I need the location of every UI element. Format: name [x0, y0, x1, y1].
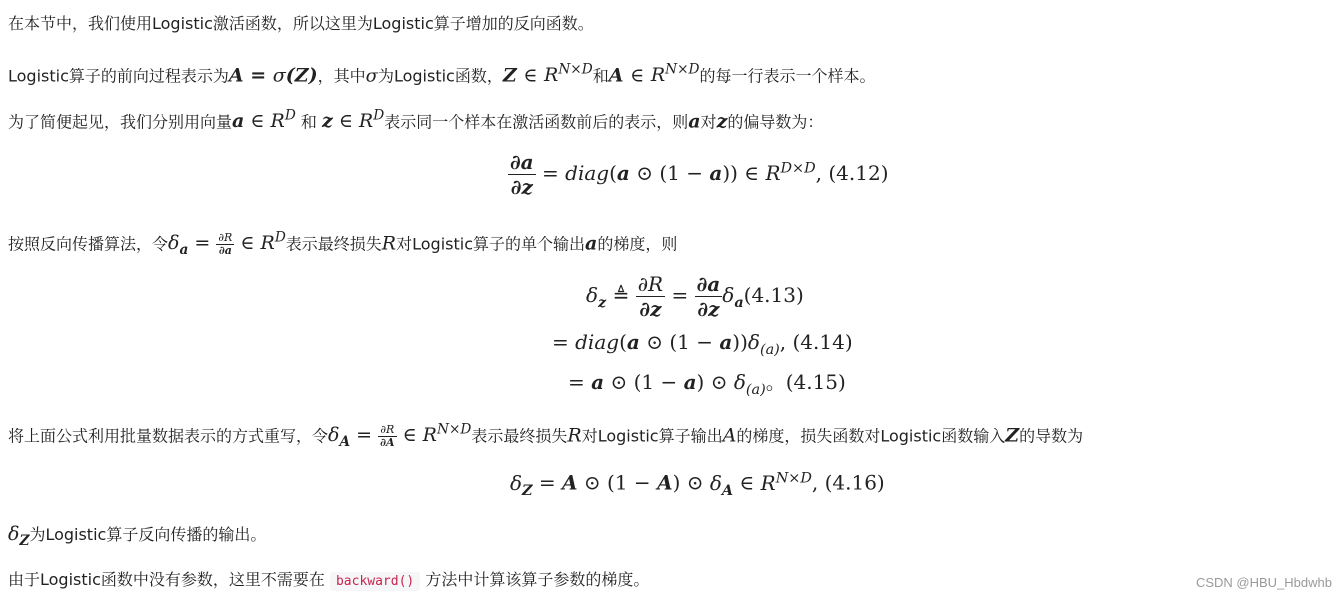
equation-tag: (4.13)	[743, 283, 804, 307]
math-delta-Z: $\delta_Z$	[8, 523, 30, 549]
math-a: a	[585, 232, 598, 255]
text-segment: 方法中计算该算子参数的梯度。	[420, 570, 650, 589]
math-Z: Z	[1005, 424, 1020, 447]
math-z: z	[716, 110, 728, 133]
code-backward: backward()	[330, 572, 420, 591]
paragraph-intro-text: 在本节中，我们使用Logistic激活函数，所以这里为Logistic算子增加的反向函数。	[8, 14, 594, 33]
text-segment: 的每一行表示一个样本。	[699, 66, 876, 86]
text-segment: 为了简便起见，我们分别用向量	[8, 112, 233, 132]
math-sigma: σ	[365, 65, 378, 87]
text-segment: 表示最终损失	[471, 426, 568, 446]
math-A-eq-sigma-Z: A = σ(Z)	[228, 64, 318, 87]
text-segment: 为Logistic函数，	[377, 66, 503, 86]
equation-tag: (4.14)	[792, 330, 853, 354]
paragraph-forward	[8, 58, 876, 88]
equation-tag: (4.16)	[824, 470, 885, 495]
text-segment: Logistic算子的前向过程表示为	[8, 66, 229, 86]
text-segment: 的导数为	[1019, 426, 1084, 446]
text-segment: 为Logistic算子反向传播的输出。	[29, 525, 267, 544]
text-segment: 和	[295, 112, 322, 132]
math-delta-a-def: $\delta_a$ = $\frac{\partial R}{\partial a}$ ∈ $R^D$	[168, 230, 286, 259]
text-segment: 表示最终损失	[285, 234, 382, 254]
math-R: R	[381, 232, 397, 255]
fraction-da-dz: $\frac{\partial a}{\partial z}$	[510, 150, 534, 199]
paragraph-notation	[8, 104, 823, 134]
text-segment: 对Logistic算子输出	[581, 426, 723, 446]
text-segment: 将上面公式利用批量数据表示的方式重写，令	[8, 426, 329, 446]
math-Z-in-R: Z ∈ $R^{N\times D}$	[502, 62, 593, 87]
text-segment: 的梯度，则	[597, 234, 678, 254]
text-segment: 表示同一个样本在激活函数前后的表示，则	[384, 112, 689, 132]
equation-4-15: = a ⊙ (1 − a) ⊙ $\delta_{(a)}$。(4.15)	[568, 370, 846, 398]
math-R: R	[567, 424, 582, 447]
math-a: a	[688, 110, 701, 133]
math-z-in-RD: z ∈ $R^D$	[321, 108, 385, 133]
math-delta-A-def: $\delta_A$ = $\frac{\partial R}{\partial A}$ ∈ $R^{N\times D}$	[328, 422, 472, 451]
text-segment: 和	[592, 66, 609, 86]
text-segment: 对Logistic算子的单个输出	[396, 234, 585, 254]
equation-4-16: $\delta_Z = A$ ⊙ (1 − A) ⊙ $\delta_A$ ∈ $R^{N\times D}$, (4.16)	[510, 470, 885, 499]
text-segment: 的梯度，损失函数对Logistic函数输入	[736, 426, 1006, 446]
math-A: A	[722, 424, 737, 447]
text-segment: 对	[700, 112, 717, 132]
text-segment: ，其中	[317, 66, 366, 86]
paragraph-intro	[8, 12, 594, 36]
equation-4-13: $\delta_z$ ≜ $\frac{\partial R}{\partial z}$ = $\frac{\partial a}{\partial z}$ $\delta_a(4.13)$	[586, 272, 804, 321]
equation-4-14: = diag(a ⊙ $(1 - a))\delta_{(a)}$, (4.14)	[552, 330, 853, 358]
paragraph-batch	[8, 418, 1083, 454]
equation-tag: (4.12)	[828, 161, 889, 185]
equation-4-12: $\frac{\partial a}{\partial z}$ = diag(a ⊙ (1 − a)) ∈ $R^{D\times D}$, (4.12)	[510, 150, 889, 199]
text-segment: 由于Logistic函数中没有参数，这里不需要在	[8, 570, 330, 589]
paragraph-output	[8, 522, 266, 553]
equation-tag: (4.15)	[785, 370, 846, 394]
paragraph-no-params	[8, 568, 649, 594]
paragraph-backprop	[8, 226, 677, 262]
math-a-in-RD: a ∈ $R^D$	[232, 108, 296, 133]
math-A-in-R: A ∈ $R^{N\times D}$	[608, 62, 700, 87]
watermark: CSDN @HBU_Hbdwhb	[1195, 575, 1332, 590]
text-segment: 按照反向传播算法，令	[8, 234, 169, 254]
text-segment: 的偏导数为：	[727, 112, 824, 132]
